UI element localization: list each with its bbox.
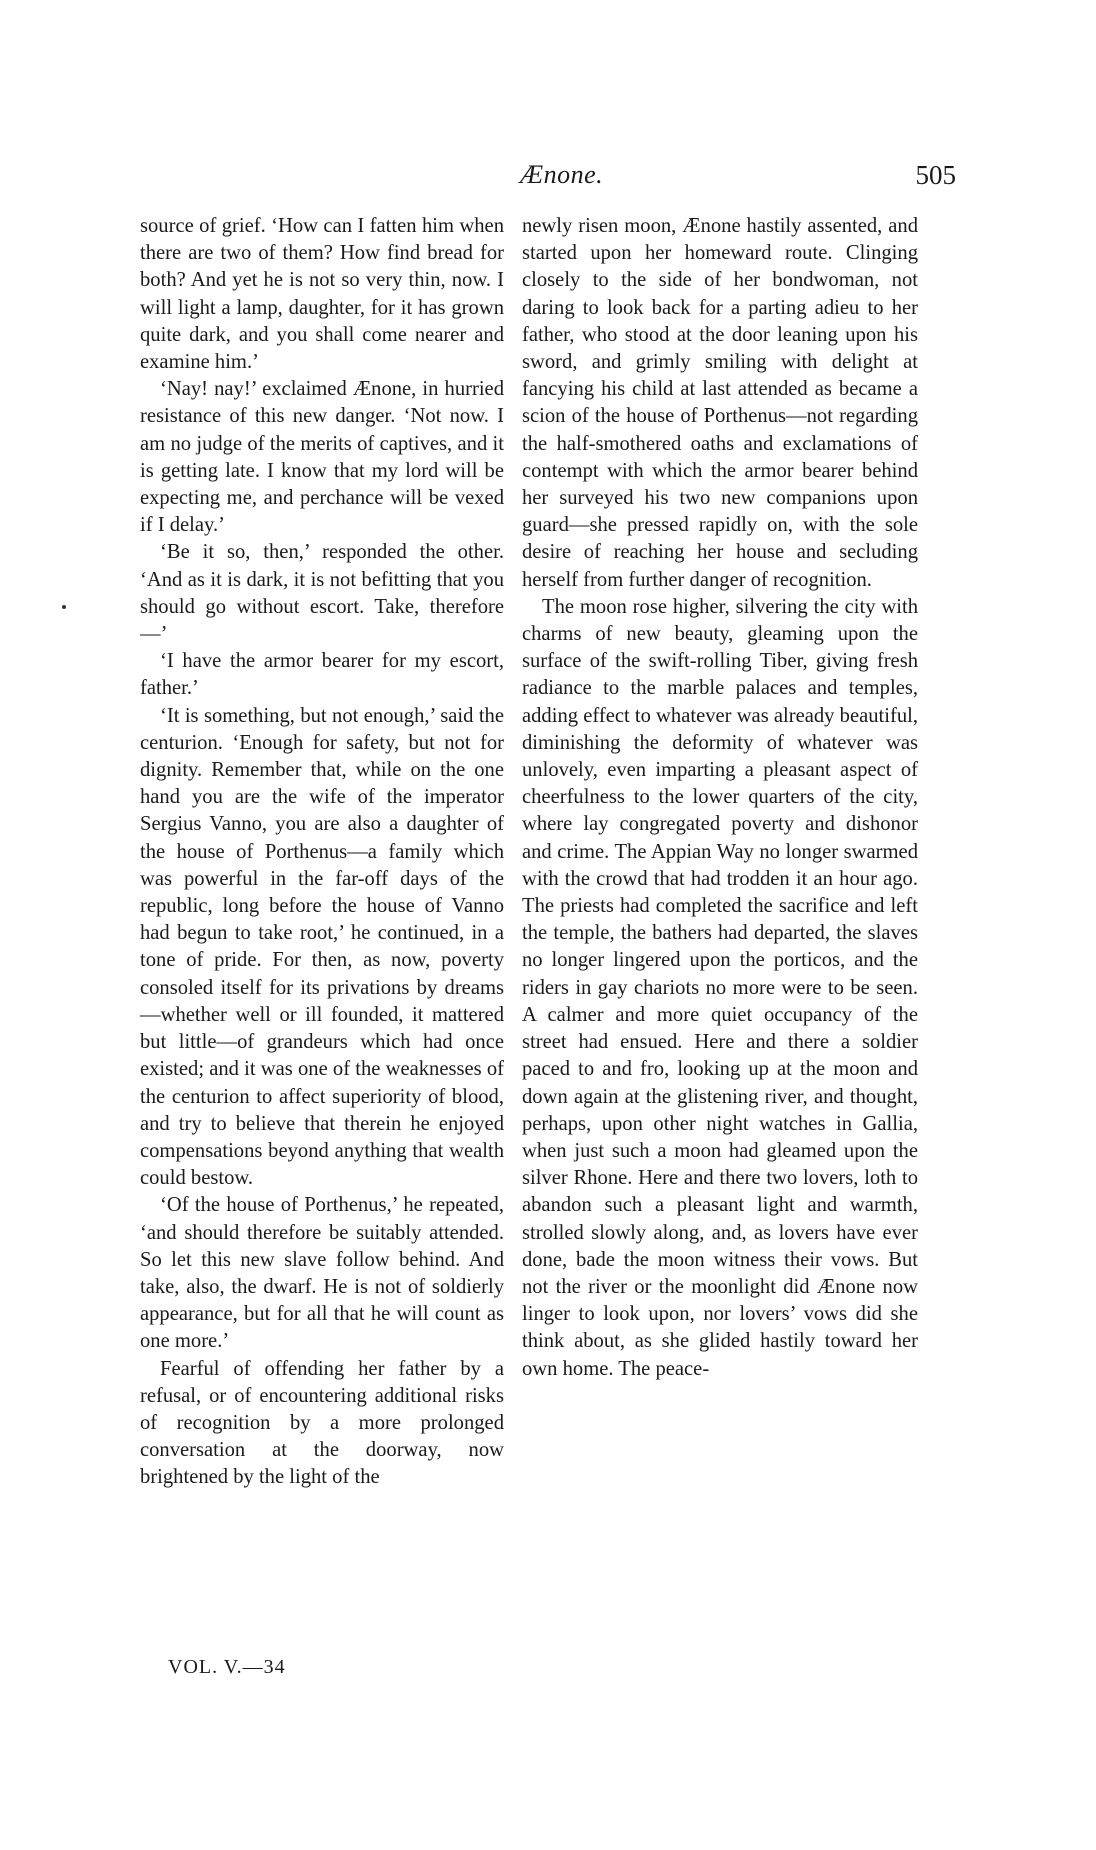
paragraph: newly risen moon, Ænone hastily assented, and started upon her homeward route. Clinging closely to the side of her bondwoman, not daring to look back for a parting adieu to her father, who stood at the door leaning upon his sword, and grimly smiling with delight at fancying his child at last attended as became a scion of the house of Porthenus—not regarding the half-smothered oaths and exclamations of contempt with which the armor bearer behind her surveyed his two new companions upon guard—she pressed rapidly on, with the sole desire of reaching her house and secluding herself from further danger of recognition. <box>522 215 918 591</box>
paragraph: ‘I have the armor bearer for my escort, father.’ <box>140 650 504 700</box>
page-number: 505 <box>915 160 956 190</box>
paragraph: Fearful of offending her father by a refusal, or of encountering additional risks of recognition by a more prolonged conversation at the doorway, now brightened by the light of the <box>140 1357 504 1489</box>
print-speck <box>62 605 66 609</box>
paragraph: ‘It is something, but not enough,’ said the centurion. ‘Enough for safety, but not for dignity. Remember that, while on the one hand you are the wife of the imperator Sergius Vanno, you are also a daughter of the house of Porthenus—a family which was powerful in the far-off days of the republic, long before the house of Vanno had begun to take root,’ he continued, in a tone of pride. For then, as now, poverty consoled itself for its privations by dreams—whether well or ill founded, it mattered but little—of grandeurs which had once existed; and it was one of the weaknesses of the centurion to affect superiority of blood, and try to believe that therein he enjoyed compensations beyond anything that wealth could bestow. <box>140 704 504 1190</box>
left-column <box>140 213 504 1492</box>
signature-mark: VOL. V.—34 <box>168 1656 286 1678</box>
right-column <box>522 213 918 1383</box>
paragraph: The moon rose higher, silvering the city with charms of new beauty, gleaming upon the surface of the swift-rolling Tiber, giving fresh radiance to the marble palaces and temples, adding effect to whatever was already beautiful, diminishing the deformity of whatever was unlovely, even imparting a pleasant aspect of cheerfulness to the lower quarters of the city, where lay congregated poverty and dishonor and crime. The Appian Way no longer swarmed with the crowd that had trodden it an hour ago. The priests had completed the sacrifice and left the temple, the bathers had departed, the slaves no longer lingered upon the porticos, and the riders in gay chariots no more were to be seen. A calmer and more quiet occupancy of the street had ensued. Here and there a soldier paced to and fro, looking up at the moon and down again at the glistening river, and thought, perhaps, upon other night watches in Gallia, when just such a moon had gleamed upon the silver Rhone. Here and there two lovers, loth to abandon such a pleasant light and warmth, strolled slowly along, and, as lovers have ever done, bade the moon witness their vows. But not the river or the moonlight did Ænone now linger to look upon, nor lovers’ vows did she think about, as she glided hastily toward her own home. The peace- <box>522 595 918 1380</box>
paragraph: source of grief. ‘How can I fatten him when there are two of them? How find bread for both? And yet he is not so very thin, now. I will light a lamp, daughter, for it has grown quite dark, and you shall come nearer and examine him.’ <box>140 215 504 374</box>
page-title: Ænone. <box>520 160 604 189</box>
paragraph: ‘Nay! nay!’ exclaimed Ænone, in hurried resistance of this new danger. ‘Not now. I am no judge of the merits of captives, and it is getting late. I know that my lord will be expecting me, and perchance will be vexed if I delay.’ <box>140 378 504 537</box>
running-head <box>0 160 1096 200</box>
paragraph: ‘Be it so, then,’ responded the other. ‘And as it is dark, it is not befitting that you should go without escort. Take, therefore—’ <box>140 541 504 646</box>
paragraph: ‘Of the house of Porthenus,’ he repeated, ‘and should therefore be suitably attended. So let this new slave follow behind. And take, also, the dwarf. He is not of soldierly appearance, but for all that he will count as one more.’ <box>140 1194 504 1353</box>
